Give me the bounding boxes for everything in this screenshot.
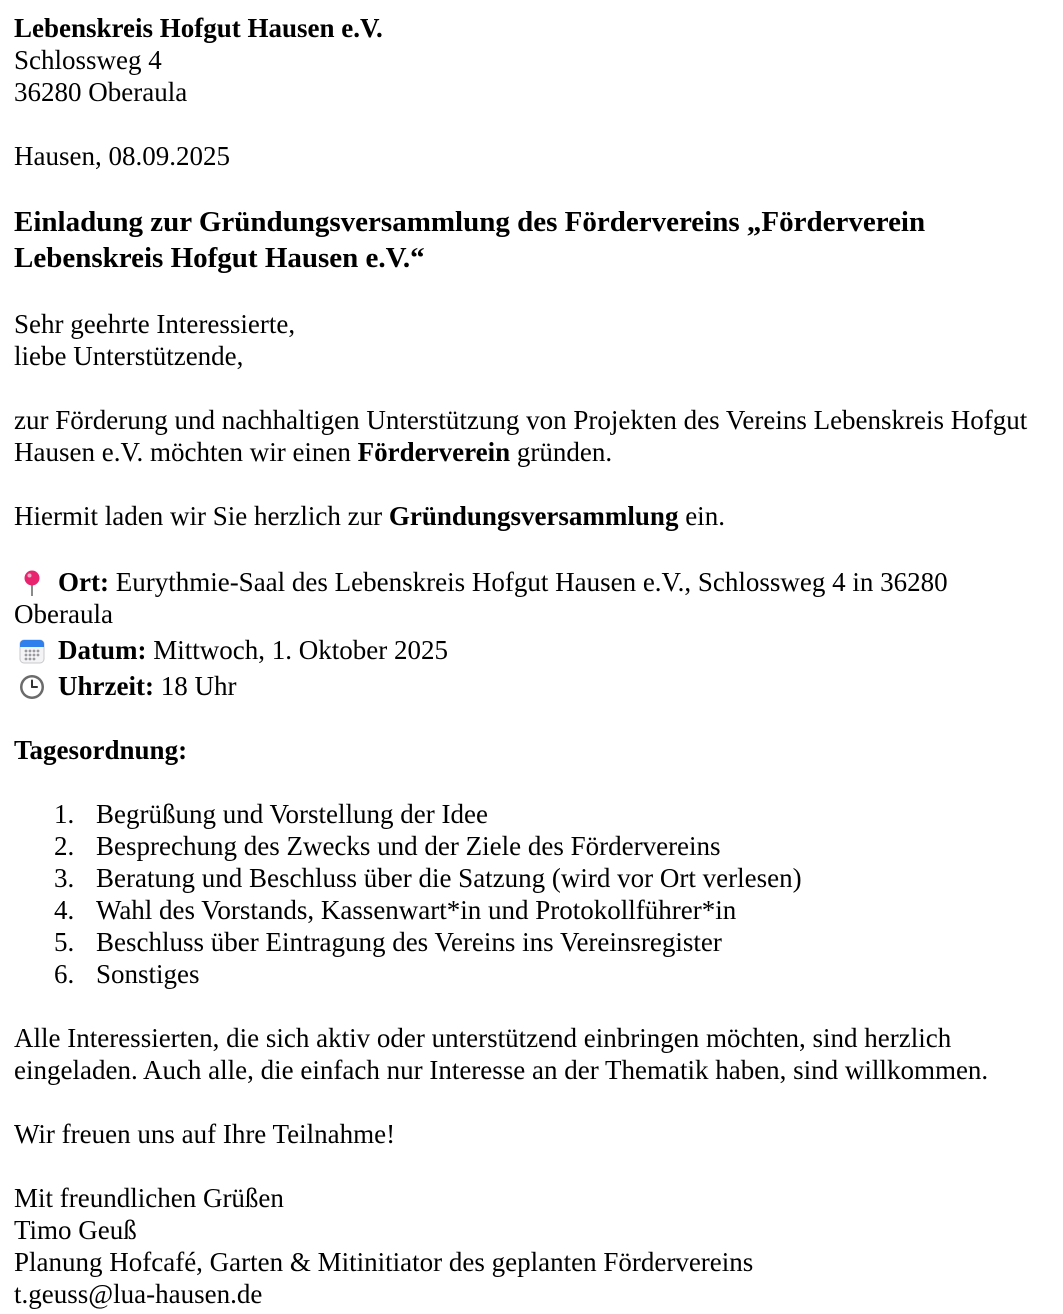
closing-wish: Wir freuen uns auf Ihre Teilnahme! [14, 1119, 396, 1149]
place-date: Hausen, 08.09.2025 [14, 141, 230, 171]
signature-role: Planung Hofcafé, Garten & Mitinitiator des geplanten Fördervereins [14, 1247, 754, 1277]
invite-paragraph [14, 500, 1063, 532]
invite-end: ein. [678, 501, 725, 531]
closing-paragraph [14, 1022, 1063, 1086]
list-item-text: Wahl des Vorstands, Kassenwart*in und Protokollführer*in [96, 895, 737, 925]
signature-greeting: Mit freundlichen Grüßen [14, 1183, 284, 1213]
intro-line-2-text: Hausen e.V. möchten wir einen [14, 437, 358, 467]
list-item-text: Beratung und Beschluss über die Satzung (wird vor Ort verlesen) [96, 863, 802, 893]
list-item-text: Beschluss über Eintragung des Vereins ins Vereinsregister [96, 927, 722, 957]
sender-block [14, 12, 1063, 108]
list-item [14, 894, 1063, 926]
date-label: Datum: [58, 635, 147, 665]
location-label: Ort: [58, 567, 109, 597]
sender-city: 36280 Oberaula [14, 77, 188, 107]
list-item-number: 4. [54, 895, 75, 925]
intro-line-2-end: gründen. [510, 437, 613, 467]
signature-email: t.geuss@lua-hausen.de [14, 1279, 263, 1309]
closing-line-1: Alle Interessierten, die sich aktiv oder unterstützend einbringen möchten, sind herzlich [14, 1023, 952, 1053]
closing-line-2: eingeladen. Auch alle, die einfach nur Interesse an der Thematik haben, sind willkommen. [14, 1055, 989, 1085]
list-item-text: Sonstiges [96, 959, 200, 989]
list-item [14, 798, 1063, 830]
list-item-number: 2. [54, 831, 75, 861]
list-item [14, 830, 1063, 862]
list-item-number: 1. [54, 799, 75, 829]
signature-name: Timo Geuß [14, 1215, 137, 1245]
list-item [14, 926, 1063, 958]
list-item-number: 5. [54, 927, 75, 957]
list-item-text: Begrüßung und Vorstellung der Idee [96, 799, 488, 829]
list-item-text: Besprechung des Zwecks und der Ziele des Fördervereins [96, 831, 721, 861]
salutation-line-2: liebe Unterstützende, [14, 341, 244, 371]
location-row [14, 566, 1063, 598]
time-label: Uhrzeit: [58, 671, 154, 701]
time-value: 18 Uhr [153, 671, 237, 701]
title-line-1: Einladung zur Gründungsversammlung des Fördervereins „Förderverein [14, 206, 926, 238]
event-details [14, 566, 1063, 702]
pin-icon [18, 569, 46, 597]
list-item-number: 6. [54, 959, 75, 989]
sender-name: Lebenskreis Hofgut Hausen e.V. [14, 13, 383, 43]
agenda-heading: Tagesordnung: [14, 735, 188, 765]
location-value-cont: Oberaula [14, 599, 113, 629]
agenda-list [14, 798, 1063, 990]
time-row [14, 670, 1063, 702]
intro-line-1: zur Förderung und nachhaltigen Unterstützung von Projekten des Vereins Lebenskreis Hofgut [14, 405, 1028, 435]
salutation-line-1: Sehr geehrte Interessierte, [14, 309, 296, 339]
clock-icon [18, 673, 46, 701]
date-row [14, 634, 1063, 666]
list-item [14, 958, 1063, 990]
calendar-icon [18, 637, 46, 665]
letter-title [14, 204, 1063, 276]
title-line-2: Lebenskreis Hofgut Hausen e.V.“ [14, 242, 425, 274]
intro-line-2-bold: Förderverein [357, 437, 511, 467]
list-item [14, 862, 1063, 894]
signature-block [14, 1182, 1063, 1310]
invite-bold: Gründungsversammlung [388, 501, 679, 531]
intro-paragraph [14, 404, 1063, 468]
sender-street: Schlossweg 4 [14, 45, 162, 75]
invite-text: Hiermit laden wir Sie herzlich zur [14, 501, 389, 531]
location-value: Eurythmie-Saal des Lebenskreis Hofgut Hausen e.V., Schlossweg 4 in 36280 [108, 567, 948, 597]
list-item-number: 3. [54, 863, 75, 893]
date-value: Mittwoch, 1. Oktober 2025 [146, 635, 448, 665]
